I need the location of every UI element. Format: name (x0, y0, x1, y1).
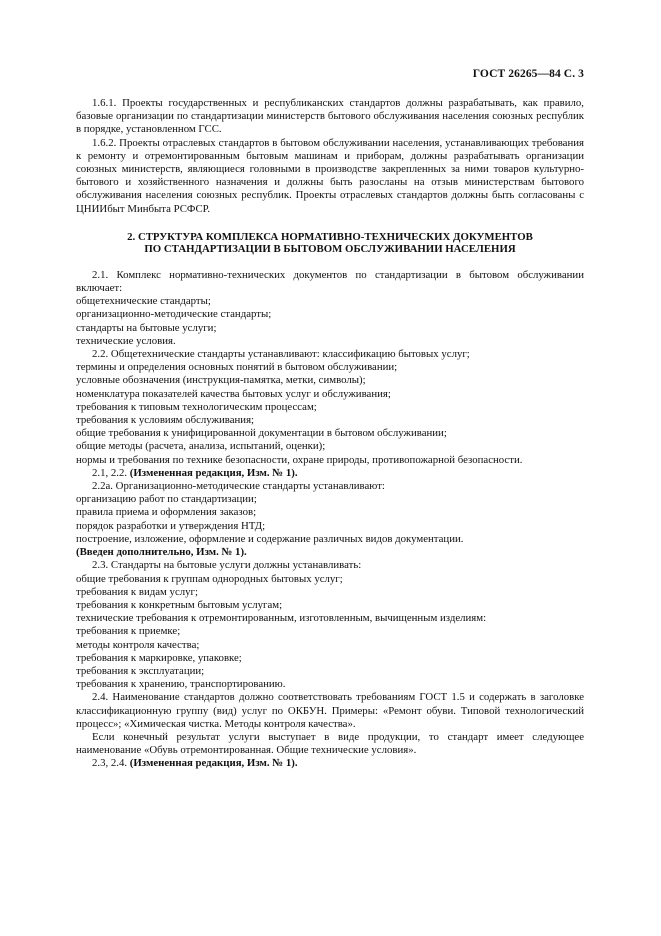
list-item: общие требования к унифицированной документации в бытовом обслуживании; (76, 427, 447, 440)
paragraph-2-2: 2.2. Общетехнические стандарты устанавливают: классификацию бытовых услуг; (92, 348, 470, 361)
paragraph-1-6-1: 1.6.1. Проекты государственных и республиканских стандартов должны разрабатывать, как правило, базовые организации по стандартизации министерств бытового обслуживания населения союзных республик в порядке, установленном ГСС. (76, 97, 584, 136)
list-item: технические требования к отремонтированным, изготовленным, вычищенным изделиям: (76, 612, 487, 625)
amendment-note-text: (Измененная редакция, Изм. № 1). (129, 466, 298, 479)
paragraph-2-4: 2.4. Наименование стандартов должно соответствовать требованиям ГОСТ 1.5 и содержать в заголовке классификационную группу (вид) услуг по ОКБУН. Примеры: «Ремонт обуви. Типовой технологический процесс»; «Химическая чистка. Методы контроля качества». (76, 691, 584, 730)
page-header: ГОСТ 26265—84 С. 3 (472, 68, 584, 80)
list-item: требования к типовым технологическим процессам; (76, 400, 317, 413)
list-item: условные обозначения (инструкция-памятка, метки, символы); (76, 374, 366, 387)
list-item: технические условия. (76, 334, 176, 347)
section-2-heading (76, 231, 584, 256)
amendment-note-prefix: 2.1, 2.2. (92, 466, 128, 479)
document-body (76, 97, 584, 771)
amendment-note-prefix: 2.3, 2.4. (92, 757, 128, 770)
list-item: построение, изложение, оформление и содержание различных видов документации. (76, 532, 464, 545)
list-item: номенклатура показателей качества бытовых услуг и обслуживания; (76, 387, 391, 400)
list-item: термины и определения основных понятий в бытовом обслуживании; (76, 361, 398, 374)
list-item: требования к конкретным бытовым услугам; (76, 598, 283, 611)
list-item: нормы и требования по технике безопасности, охране природы, противопожарной безопасности. (76, 453, 523, 466)
list-item: правила приема и оформления заказов; (76, 506, 257, 519)
paragraph-2-4-continued: Если конечный результат услуги выступает в виде продукции, то стандарт имеет следующее наименование «Обувь отремонтированная. Общие технические условия». (76, 730, 584, 757)
list-item: требования к условиям обслуживания; (76, 414, 255, 427)
amendment-note-2-1-2-2 (76, 467, 584, 480)
list-item: организацию работ по стандартизации; (76, 493, 257, 506)
list-item: стандарты на бытовые услуги; (76, 321, 217, 334)
amendment-note-2-2a: (Введен дополнительно, Изм. № 1). (76, 546, 247, 559)
paragraph-2-2a: 2.2а. Организационно-методические стандарты устанавливают: (92, 480, 385, 493)
paragraph-2-1: 2.1. Комплекс нормативно-технических документов по стандартизации в бытовом обслуживании включает: (76, 268, 584, 295)
section-2-heading-line-1: 2. СТРУКТУРА КОМПЛЕКСА НОРМАТИВНО-ТЕХНИЧЕСКИХ ДОКУМЕНТОВ (127, 230, 533, 243)
list-item: общие требования к группам однородных бытовых услуг; (76, 572, 343, 585)
list-item: общетехнические стандарты; (76, 295, 211, 308)
list-item: требования к приемке; (76, 625, 181, 638)
list-item: требования к маркировке, упаковке; (76, 651, 242, 664)
list-item: требования к видам услуг; (76, 585, 198, 598)
list-item: организационно-методические стандарты; (76, 308, 272, 321)
amendment-note-2-3-2-4 (76, 757, 584, 770)
paragraph-1-6-2: 1.6.2. Проекты отраслевых стандартов в бытовом обслуживании населения, устанавливающих требования к ремонту и отремонтированным бытовым машинам и приборам, должны разрабатывать организации союзных министерств, являющиеся головными в производстве закрепленных за ними товаров культурно-бытового и хозяйственного назначения и должны быть разосланы на отзыв министерствам бытового обслуживания населения союзных республик. Проекты отраслевых стандартов должны быть согласованы с ЦНИИбыт Минбыта РСФСР. (76, 136, 584, 215)
paragraph-2-3: 2.3. Стандарты на бытовые услуги должны устанавливать: (92, 559, 362, 572)
list-item: требования к хранению, транспортированию. (76, 678, 286, 691)
section-2-heading-line-2: ПО СТАНДАРТИЗАЦИИ В БЫТОВОМ ОБСЛУЖИВАНИИ НАСЕЛЕНИЯ (144, 243, 516, 256)
amendment-note-text: (Измененная редакция, Изм. № 1). (129, 757, 298, 770)
list-item: порядок разработки и утверждения НТД; (76, 519, 266, 532)
list-item: методы контроля качества; (76, 638, 200, 651)
list-item: требования к эксплуатации; (76, 664, 205, 677)
list-item: общие методы (расчета, анализа, испытаний, оценки); (76, 440, 326, 453)
